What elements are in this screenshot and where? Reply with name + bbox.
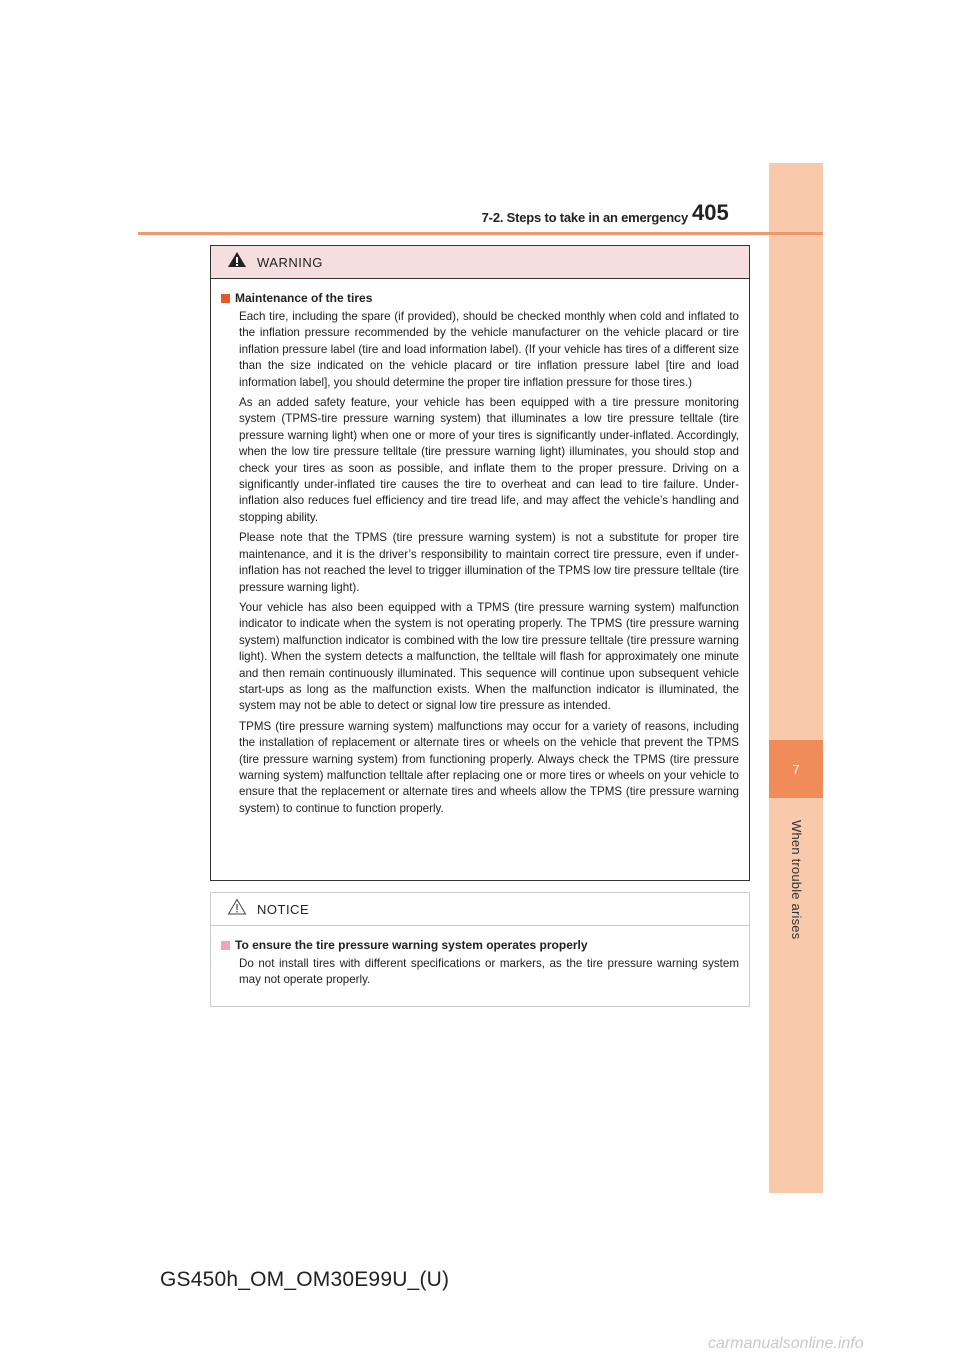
- chapter-title: When trouble arises: [789, 820, 804, 940]
- notice-subheading-text: To ensure the tire pressure warning system operates properly: [235, 938, 588, 952]
- square-bullet-icon: [221, 941, 230, 950]
- notice-triangle-icon: [227, 898, 247, 920]
- section-title: 7-2. Steps to take in an emergency: [481, 210, 688, 225]
- warning-title: WARNING: [257, 254, 323, 270]
- warning-triangle-icon: [227, 251, 247, 273]
- notice-header: [211, 893, 749, 926]
- warning-paragraph: Your vehicle has also been equipped with a TPMS (tire pressure warning system) malfunction indicator to indicate when the system is not operating properly. The TPMS (tire pressure warning system) malfunction indicator is combined with the low tire pressure telltale (tire pressure warning light). When the system detects a malfunction, the telltale will flash for approximately one minute and then remain continuously illuminated. This sequence will continue upon subsequent vehicle start-ups as long as the malfunction exists. When the malfunction indicator is illuminated, the system may not be able to detect or signal low tire pressure as intended.: [239, 600, 739, 713]
- header-rule: [138, 232, 823, 235]
- notice-subheading: [221, 938, 739, 952]
- watermark: carmanualsonline.info: [708, 1335, 864, 1352]
- warning-subheading-text: Maintenance of the tires: [235, 291, 373, 305]
- warning-subheading: [221, 291, 739, 305]
- notice-content: [211, 926, 749, 989]
- side-chapter-tab: [769, 163, 823, 1193]
- warning-paragraph: Please note that the TPMS (tire pressure warning system) is not a substitute for proper tire maintenance, and it is the driver’s responsibility to maintain correct tire pressure, even if under-inflation has not reached the level to trigger illumination of the TPMS low tire pressure telltale (tire pressure warning light).: [239, 531, 739, 594]
- notice-box: [210, 892, 750, 1007]
- notice-title: NOTICE: [257, 901, 310, 917]
- chapter-number: 7: [792, 761, 800, 777]
- warning-header: [211, 246, 749, 279]
- document-code: GS450h_OM_OM30E99U_(U): [160, 1268, 450, 1291]
- notice-paragraph: Do not install tires with different specifications or markers, as the tire pressure warning system may not operate properly.: [239, 957, 739, 987]
- warning-box: [210, 245, 750, 881]
- square-bullet-icon: [221, 294, 230, 303]
- warning-paragraph: As an added safety feature, your vehicle has been equipped with a tire pressure monitoring system (TPMS-tire pressure warning system) that illuminates a low tire pressure telltale (tire pressure warning light) when one or more of your tires is significantly under-inflated. Accordingly, when the low tire pressure telltale (tire pressure warning light) illuminates, you should stop and check your tires as soon as possible, and inflate them to the proper pressure. Driving on a significantly under-inflated tire causes the tire to overheat and can lead to tire failure. Under-inflation also reduces fuel efficiency and tire tread life, and may affect the vehicle’s handling and stopping ability.: [239, 396, 739, 524]
- warning-content: [211, 279, 749, 817]
- warning-paragraph: Each tire, including the spare (if provided), should be checked monthly when cold and inflated to the inflation pressure recommended by the vehicle manufacturer on the vehicle placard or tire inflation pressure label (tire and load information label). (If your vehicle has tires of a different size than the size indicated on the vehicle placard or tire inflation pressure label [tire and load information label], you should determine the proper tire inflation pressure for those tires.): [239, 310, 739, 389]
- warning-paragraph: TPMS (tire pressure warning system) malfunctions may occur for a variety of reasons, including the installation of replacement or alternate tires or wheels on the vehicle that prevent the TPMS (tire pressure warning system) from functioning properly. Always check the TPMS (tire pressure warning system) malfunction telltale after replacing one or more tires or wheels on your vehicle to ensure that the replacement or alternate tires and wheels allow the TPMS (tire pressure warning system) to continue to function properly.: [239, 719, 739, 815]
- page-number: 405: [692, 200, 729, 225]
- chapter-number-box: [769, 740, 823, 798]
